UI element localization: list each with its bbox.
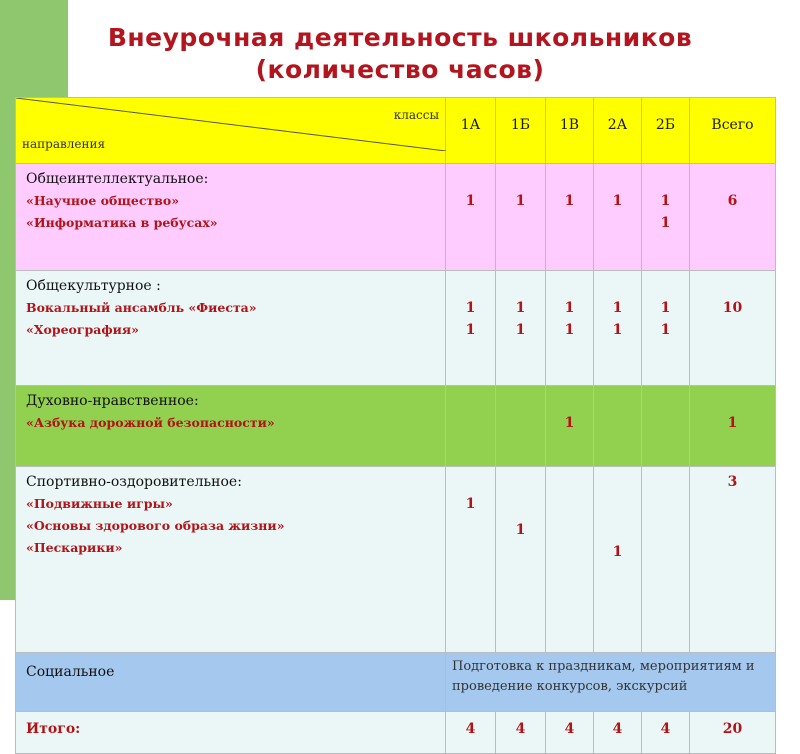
hours-cell — [642, 386, 690, 467]
total-cell: 3 — [690, 467, 776, 653]
direction-cell — [16, 467, 446, 653]
page-title — [0, 22, 800, 86]
hours-cell: 1 — [496, 164, 546, 271]
hours-cell — [446, 386, 496, 467]
grand-total-cell: 4 — [446, 712, 496, 754]
hours-cell: 1 — [546, 164, 594, 271]
hours-cell: 1 — [496, 467, 546, 653]
hours-cell: 1 1 — [594, 271, 642, 386]
social-note: Подготовка к праздникам, мероприятиям и проведение конкурсов, экскурсий — [446, 653, 776, 712]
table-row — [16, 653, 776, 712]
title-line-2: (количество часов) — [255, 55, 545, 84]
direction-cell — [16, 164, 446, 271]
hours-cell: 1 1 — [446, 271, 496, 386]
direction-cell — [16, 712, 446, 754]
hours-cell — [642, 467, 690, 653]
activity-name: «Научное общество» — [26, 193, 180, 208]
table-row — [16, 164, 776, 271]
total-label: Итого: — [26, 721, 81, 737]
table-header-row — [16, 98, 776, 164]
direction-title: Социальное — [26, 664, 115, 680]
hours-table — [15, 97, 776, 754]
direction-title: Духовно-нравственное: — [26, 393, 199, 409]
hours-cell — [594, 386, 642, 467]
hours-cell — [546, 467, 594, 653]
col-header-1a: 1А — [446, 98, 496, 164]
hours-cell: 1 — [594, 467, 642, 653]
corner-label-classes: классы — [393, 108, 439, 122]
activity-name: Вокальный ансамбль «Фиеста» — [26, 300, 257, 315]
activity-name: «Подвижные игры» — [26, 496, 173, 511]
corner-cell — [16, 98, 446, 164]
activity-name: «Пескарики» — [26, 540, 123, 555]
hours-cell: 1 — [546, 386, 594, 467]
hours-cell: 1 1 — [642, 271, 690, 386]
grand-total-cell: 4 — [546, 712, 594, 754]
table-row — [16, 271, 776, 386]
col-header-1b: 1Б — [496, 98, 546, 164]
hours-cell: 1 — [446, 467, 496, 653]
total-cell: 1 — [690, 386, 776, 467]
hours-cell: 1 — [446, 164, 496, 271]
grand-total-cell: 4 — [496, 712, 546, 754]
grand-total-cell: 4 — [594, 712, 642, 754]
table-row — [16, 467, 776, 653]
total-cell: 6 — [690, 164, 776, 271]
table-row — [16, 386, 776, 467]
hours-cell: 1 1 — [642, 164, 690, 271]
total-cell: 10 — [690, 271, 776, 386]
col-header-2a: 2А — [594, 98, 642, 164]
activity-name: «Хореография» — [26, 322, 139, 337]
hours-cell: 1 1 — [496, 271, 546, 386]
col-header-1v: 1В — [546, 98, 594, 164]
direction-title: Общекультурное : — [26, 278, 161, 294]
activity-name: «Основы здорового образа жизни» — [26, 518, 285, 533]
direction-cell — [16, 271, 446, 386]
direction-title: Спортивно-оздоровительное: — [26, 474, 242, 490]
hours-cell — [496, 386, 546, 467]
direction-cell — [16, 653, 446, 712]
grand-total-cell: 4 — [642, 712, 690, 754]
direction-title: Общеинтеллектуальное: — [26, 171, 209, 187]
activity-name: «Информатика в ребусах» — [26, 215, 218, 230]
grand-total-cell: 20 — [690, 712, 776, 754]
title-line-1: Внеурочная деятельность школьников — [107, 23, 693, 52]
hours-cell: 1 1 — [546, 271, 594, 386]
col-header-2b: 2Б — [642, 98, 690, 164]
col-header-total: Всего — [690, 98, 776, 164]
corner-label-directions: направления — [22, 137, 106, 151]
direction-cell — [16, 386, 446, 467]
activity-name: «Азбука дорожной безопасности» — [26, 415, 275, 430]
table-row-total — [16, 712, 776, 754]
hours-cell: 1 — [594, 164, 642, 271]
